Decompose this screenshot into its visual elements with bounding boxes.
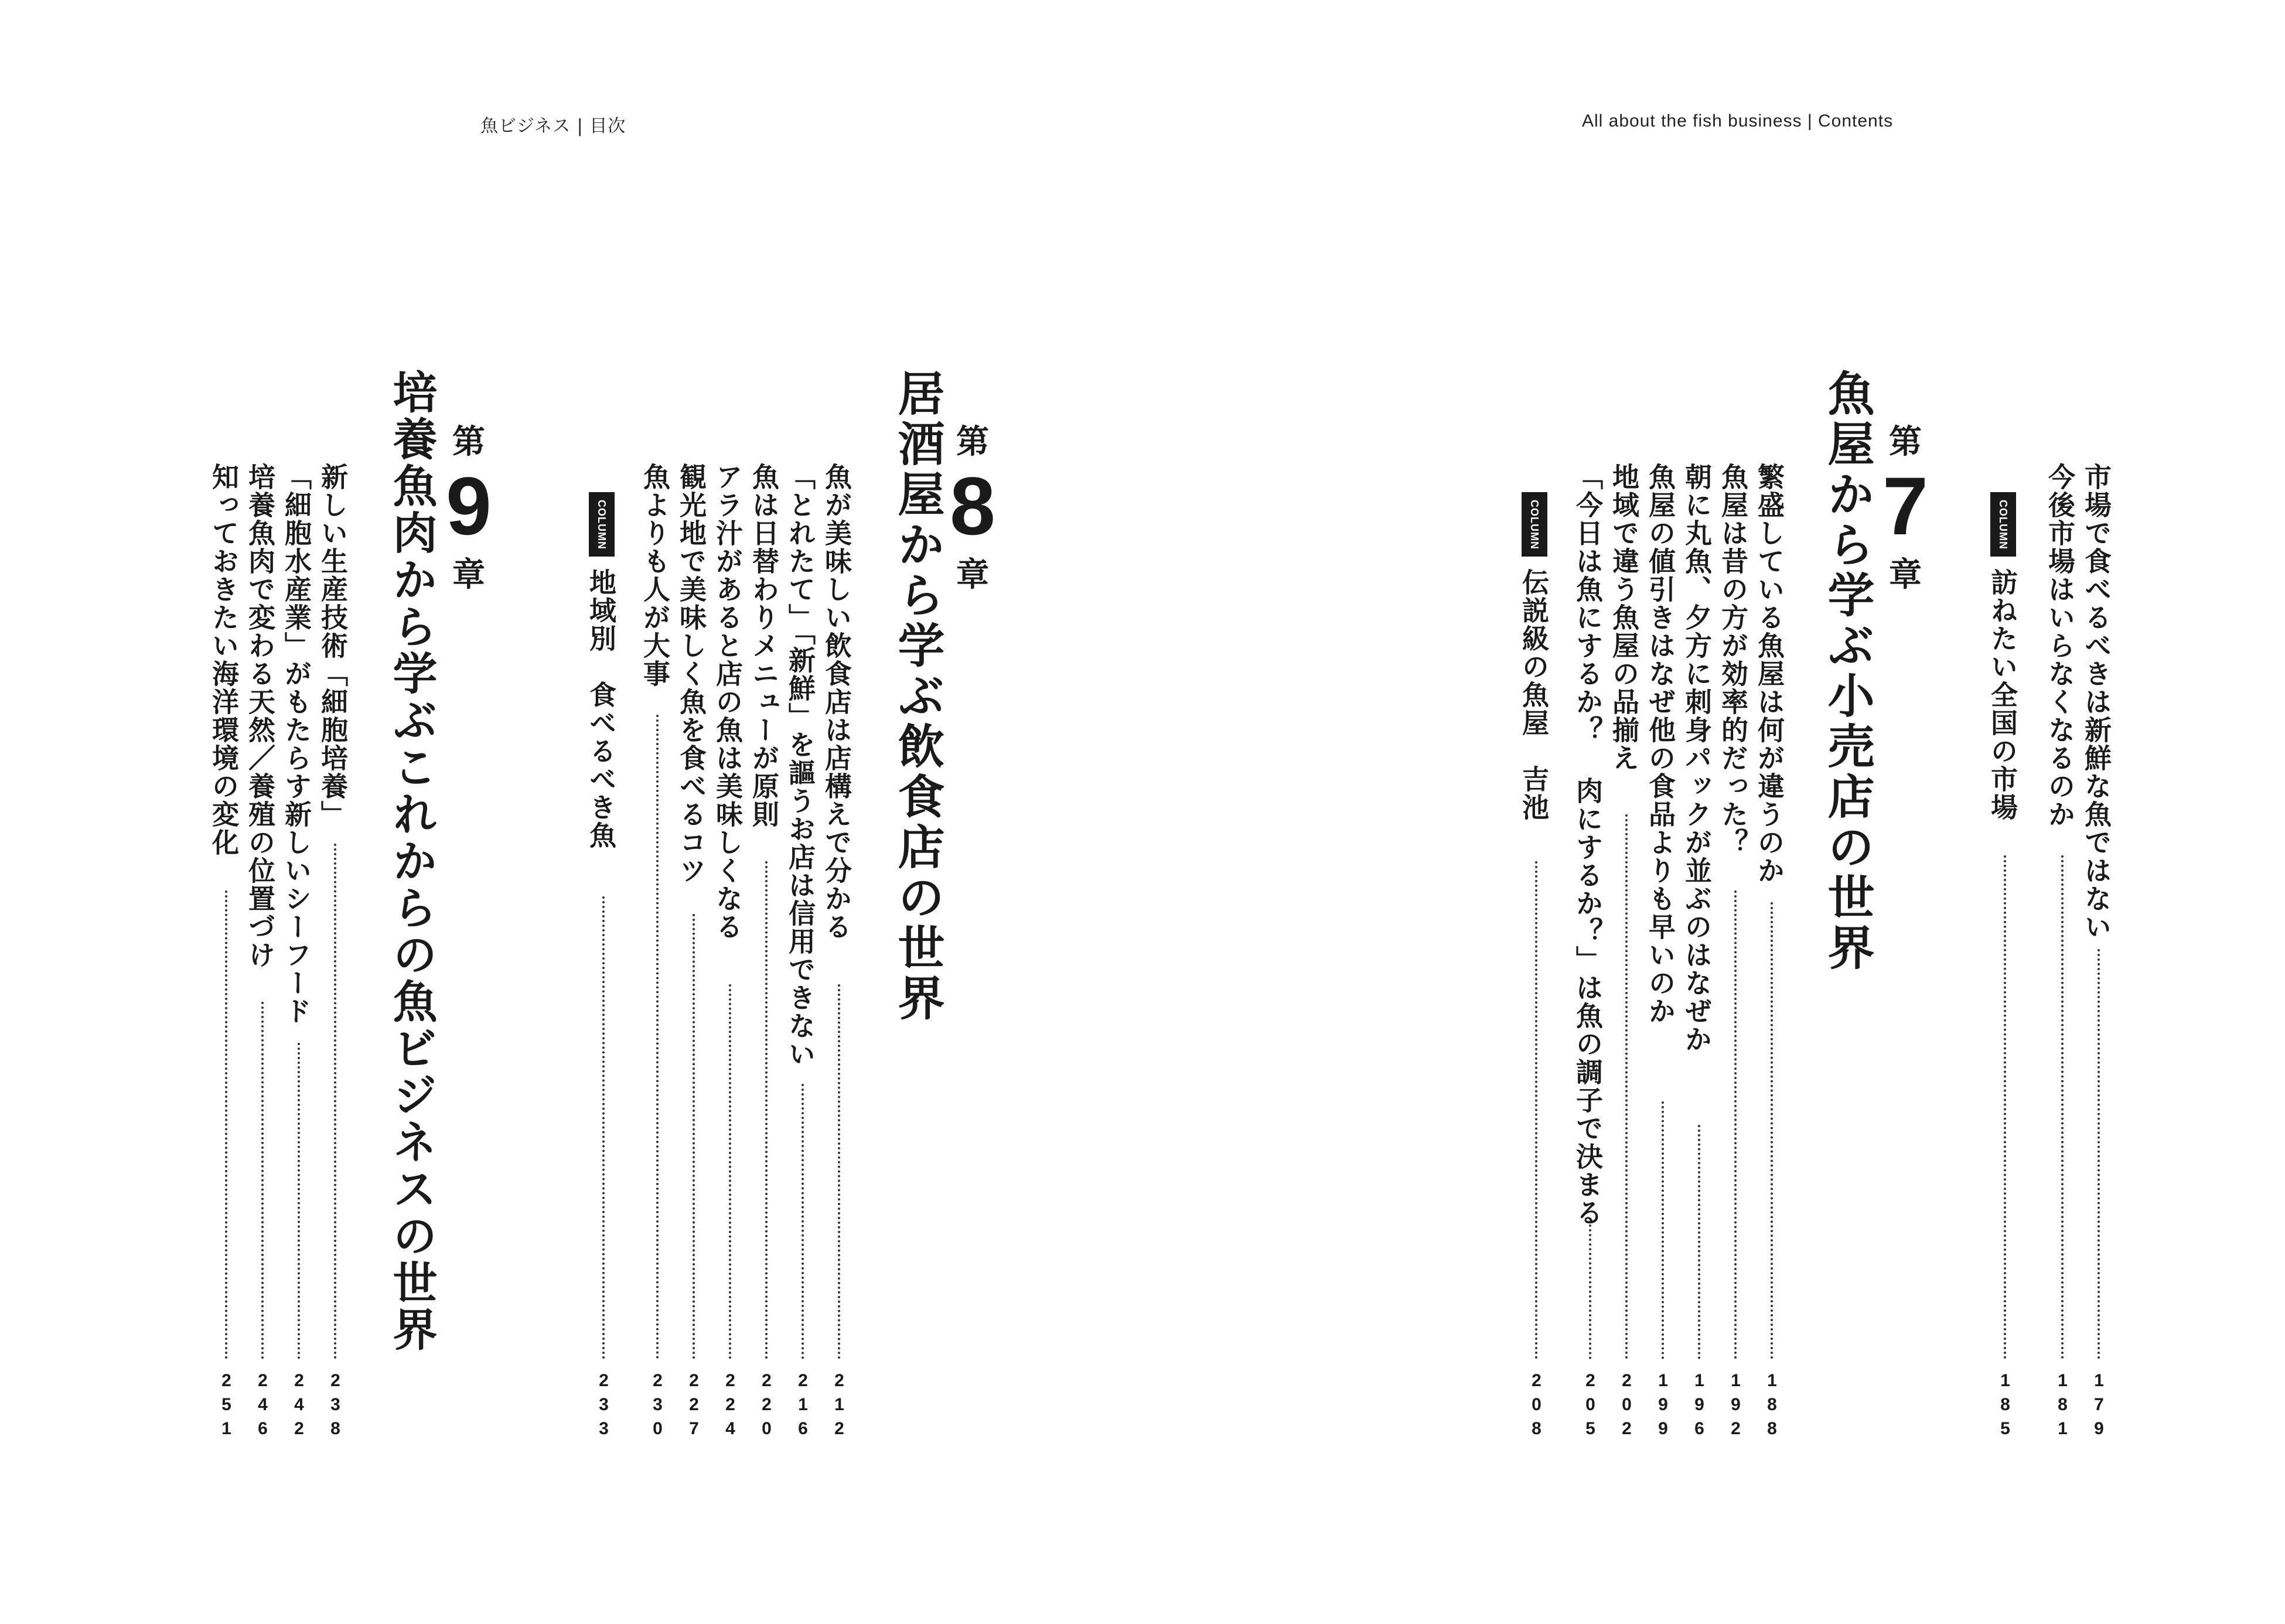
- page-number: 199: [1653, 1371, 1673, 1443]
- chapter-label: [1870, 416, 1940, 596]
- column-badge: COLUMN: [1522, 492, 1547, 557]
- toc-entry-text: 繁盛している魚屋は何が違うのか: [1754, 463, 1785, 885]
- leader-dots: [838, 984, 840, 1359]
- toc-entry-text: 市場で食べるべきは新鮮な魚ではない: [2081, 463, 2112, 941]
- page-number: 242: [289, 1371, 309, 1443]
- chapter-prefix: 第: [956, 423, 989, 461]
- toc-entry-text: 朝に丸魚、夕方に刺身パックが並ぶのはなぜか: [1681, 463, 1713, 1053]
- chapter-prefix: 第: [452, 423, 485, 461]
- page-number: 216: [793, 1371, 813, 1443]
- leader-dots: [1698, 1125, 1700, 1359]
- toc-entry-text: アラ汁があると店の魚は美味しくなる: [712, 463, 744, 941]
- chapter-number: 9: [446, 460, 492, 552]
- page-number: 212: [830, 1371, 849, 1443]
- toc-entry-text: 今後市場はいらなくなるのか: [2044, 463, 2076, 828]
- leader-dots: [1771, 902, 1773, 1359]
- leader-dots: [602, 896, 605, 1359]
- column-entry-text: 伝説級の魚屋 吉池: [1518, 568, 1550, 821]
- running-header-left: 魚ビジネス | 目次: [480, 116, 626, 137]
- toc-entry-text: 「とれたて」「新鮮」を謳うお店は信用できない: [785, 463, 816, 1068]
- toc-entry-text: 魚が美味しい飲食店は店構えで分かる: [821, 463, 852, 941]
- toc-entry-text: 培養魚肉で変わる天然／養殖の位置づけ: [244, 463, 276, 969]
- toc-entry-text: 知っておきたい海洋環境の変化: [208, 463, 240, 857]
- chapter-suffix: 章: [1889, 556, 1922, 594]
- page-number: 220: [757, 1371, 776, 1443]
- page-number: 233: [594, 1371, 613, 1443]
- toc-entry-text: 「細胞水産業」がもたらす新しいシーフード: [281, 463, 312, 1025]
- page-number: 192: [1726, 1371, 1745, 1443]
- leader-dots: [298, 1043, 300, 1359]
- leader-dots: [1734, 891, 1737, 1359]
- page-number: 185: [1996, 1371, 2015, 1443]
- leader-dots: [1535, 861, 1537, 1359]
- page-number: 179: [2089, 1371, 2109, 1443]
- page-number: 196: [1690, 1371, 1709, 1443]
- leader-dots: [2004, 855, 2006, 1359]
- page-number: 202: [1617, 1371, 1636, 1443]
- page-number: 238: [326, 1371, 345, 1443]
- leader-dots: [1589, 1224, 1591, 1359]
- leader-dots: [2098, 949, 2100, 1359]
- toc-entry-text: 魚よりも人が大事: [639, 463, 671, 688]
- chapter-label: [434, 416, 504, 596]
- column-entry-text: 訪ねたい全国の市場: [1987, 568, 2018, 821]
- chapter-number: 8: [950, 460, 995, 552]
- toc-entry-text: 魚屋は昔の方が効率的だった？: [1717, 463, 1749, 857]
- page-number: 205: [1581, 1371, 1600, 1443]
- toc-entry-text: 観光地で美味しく魚を食べるコツ: [676, 463, 707, 885]
- chapter-suffix: 章: [956, 556, 989, 594]
- chapter-title: 居酒屋から学ぶ飲食店の世界: [890, 369, 944, 1024]
- leader-dots: [693, 914, 695, 1359]
- column-badge: COLUMN: [589, 492, 615, 557]
- leader-dots: [261, 1002, 264, 1359]
- leader-dots: [1625, 814, 1628, 1359]
- page-number: 224: [721, 1371, 740, 1443]
- toc-entry-text: 地域で違う魚屋の品揃え: [1608, 463, 1640, 772]
- chapter-number: 7: [1882, 460, 1928, 552]
- page-number: 188: [1762, 1371, 1782, 1443]
- leader-dots: [802, 1084, 804, 1359]
- toc-entry-text: 魚は日替わりメニューが原則: [748, 463, 780, 828]
- page-number: 246: [253, 1371, 272, 1443]
- chapter-title: 魚屋から学ぶ小売店の世界: [1820, 369, 1874, 974]
- toc-entry-text: 新しい生産技術「細胞培養」: [317, 463, 349, 828]
- leader-dots: [1662, 1101, 1664, 1359]
- running-header-right: All about the fish business | Contents: [1582, 111, 1894, 131]
- page-number: 230: [648, 1371, 667, 1443]
- toc-entry-text: 魚屋の値引きはなぜ他の食品よりも早いのか: [1645, 463, 1676, 1025]
- toc-entry-text: 「今日は魚にするか？ 肉にするか？」は魚の調子で決まる: [1572, 463, 1604, 1227]
- page-number: 181: [2053, 1371, 2072, 1443]
- chapter-suffix: 章: [452, 556, 485, 594]
- page-number: 208: [1527, 1371, 1546, 1443]
- leader-dots: [656, 715, 659, 1359]
- chapter-title: 培養魚肉から学ぶこれからの魚ビジネスの世界: [386, 369, 438, 1353]
- leader-dots: [729, 984, 731, 1359]
- leader-dots: [765, 861, 768, 1359]
- column-badge: COLUMN: [1990, 492, 2016, 557]
- chapter-prefix: 第: [1889, 423, 1922, 461]
- leader-dots: [334, 844, 336, 1359]
- page-number: 227: [684, 1371, 704, 1443]
- leader-dots: [2061, 855, 2064, 1359]
- column-entry-text: 地域別 食べるべき魚: [585, 568, 617, 849]
- leader-dots: [225, 891, 227, 1359]
- page-number: 251: [217, 1371, 236, 1443]
